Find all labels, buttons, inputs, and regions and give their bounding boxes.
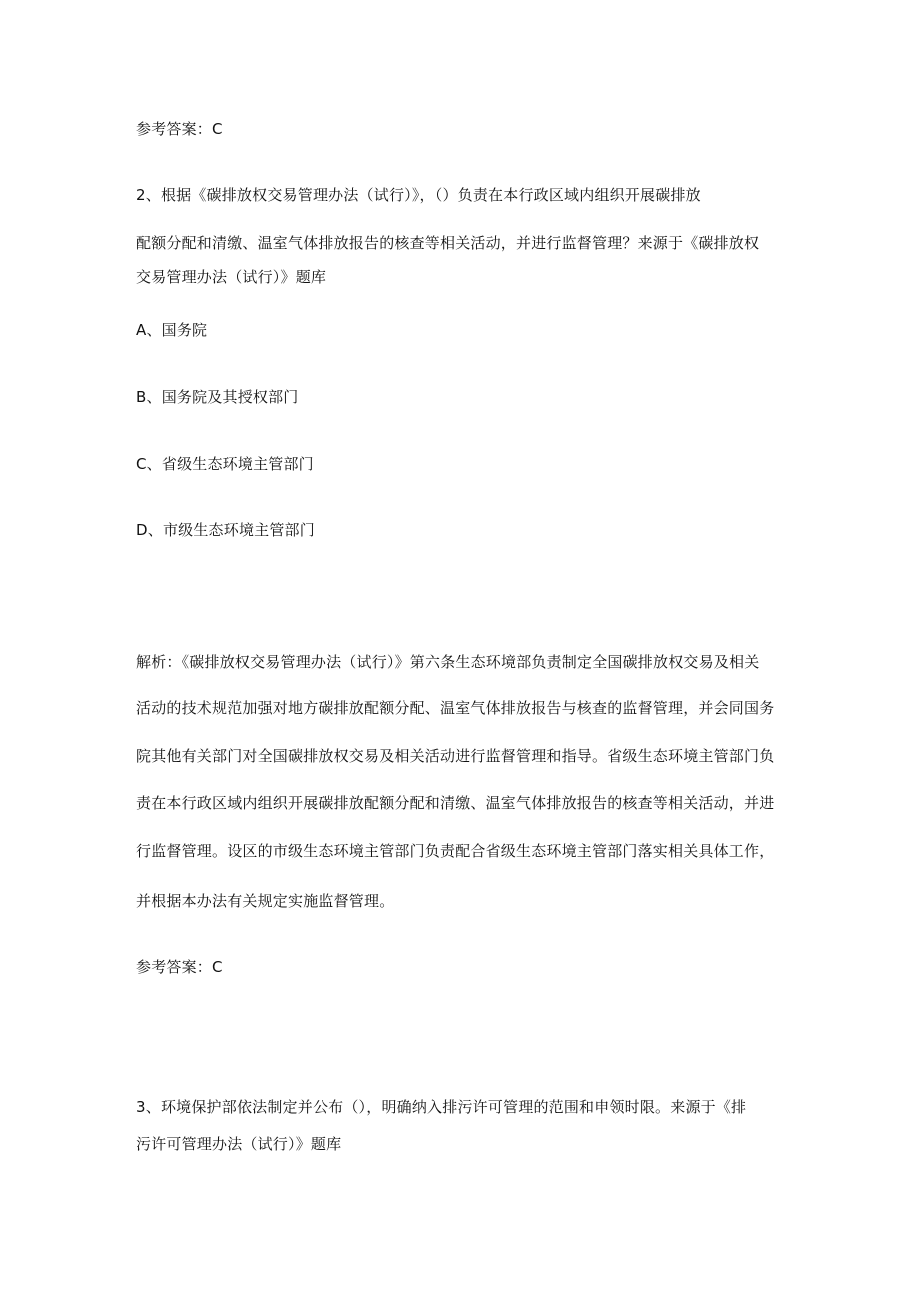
question-2-stem-line-3: 交易管理办法（试行）》题库 [136, 268, 327, 286]
question-2-stem-line-1: 2、根据《碳排放权交易管理办法（试行）》，（）负责在本行政区域内组织开展碳排放 [136, 186, 701, 204]
question-3-stem-line-1: 3、环境保护部依法制定并公布（），明确纳入排污许可管理的范围和申领时限。来源于《排 [136, 1098, 747, 1116]
option-c: C、省级生态环境主管部门 [136, 455, 314, 473]
analysis-line-4: 责在本行政区域内组织开展碳排放配额分配和清缴、温室气体排放报告的核查等相关活动，并进 [136, 794, 775, 812]
question-2-stem-line-2: 配额分配和清缴、温室气体排放报告的核查等相关活动，并进行监督管理？来源于《碳排放权 [136, 234, 760, 252]
option-a: A、国务院 [136, 321, 208, 339]
analysis-line-1: 解析：《碳排放权交易管理办法（试行）》第六条生态环境部负责制定全国碳排放权交易及相关 [136, 653, 760, 671]
question-2-answer: 参考答案：C [136, 958, 223, 976]
analysis-line-3: 院其他有关部门对全国碳排放权交易及相关活动进行监督管理和指导。省级生态环境主管部门负 [136, 747, 775, 765]
analysis-line-6: 并根据本办法有关规定实施监督管理。 [136, 892, 395, 910]
option-b: B、国务院及其授权部门 [136, 388, 299, 406]
analysis-line-5: 行监督管理。设区的市级生态环境主管部门负责配合省级生态环境主管部门落实相关具体工作， [136, 842, 775, 860]
option-d: D、市级生态环境主管部门 [136, 521, 315, 539]
previous-answer: 参考答案：C [136, 120, 223, 138]
analysis-line-2: 活动的技术规范加强对地方碳排放配额分配、温室气体排放报告与核查的监督管理，并会同国务 [136, 699, 775, 717]
question-3-stem-line-2: 污许可管理办法（试行）》题库 [136, 1135, 342, 1153]
